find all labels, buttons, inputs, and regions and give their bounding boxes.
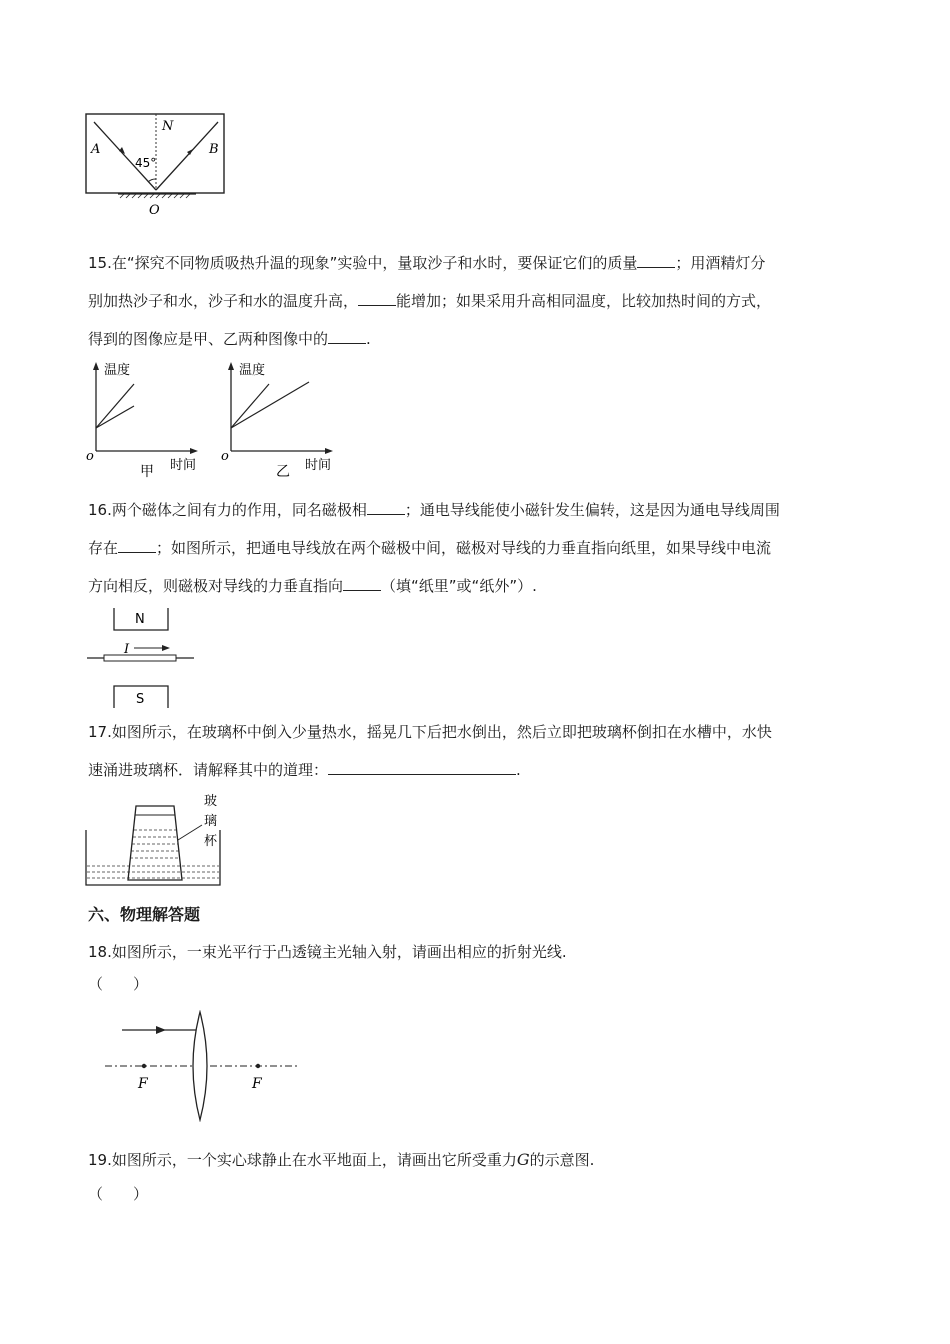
svg-text:玻: 玻 <box>204 794 218 809</box>
focus-left-label: F <box>138 1076 148 1092</box>
q19-answer-paren[interactable]: （ ） <box>88 1185 149 1203</box>
svg-text:璃: 璃 <box>204 814 218 829</box>
section-title: 六、物理解答题 <box>88 905 201 924</box>
graph-name-yi: 乙 <box>276 464 290 480</box>
blank-7[interactable] <box>328 760 516 775</box>
graph-yi <box>221 362 333 480</box>
convex-lens-figure <box>100 1010 305 1122</box>
temperature-graphs-figure <box>84 356 354 481</box>
svg-text:温度: 温度 <box>104 363 131 378</box>
q16-line3: 方向相反，则磁极对导线的力垂直指向 （填“纸里”或“纸外”）. <box>88 577 537 595</box>
blank-1[interactable] <box>637 253 675 268</box>
q15-line1: 15.在“探究不同物质吸热升温的现象”实验中，量取沙子和水时，要保证它们的质量 ；用酒精灯分 <box>88 254 766 272</box>
q19-text: 19.如图所示，一个实心球静止在水平地面上，请画出它所受重力G的示意图. <box>88 1150 595 1169</box>
q17-line1: 17.如图所示，在玻璃杯中倒入少量热水，摇晃几下后把水倒出，然后立即把玻璃杯倒扣在水槽中，水快 <box>88 723 772 741</box>
svg-text:时间: 时间 <box>305 458 332 473</box>
blank-5[interactable] <box>118 538 156 553</box>
angle-label: 45° <box>135 156 157 170</box>
svg-text:杯: 杯 <box>204 834 218 849</box>
focus-right-label: F <box>252 1076 262 1092</box>
q17-line2: 速涌进玻璃杯．请解释其中的道理： . <box>88 761 521 779</box>
svg-text:o: o <box>221 449 229 464</box>
normal-label: N <box>162 119 174 134</box>
reflection-figure <box>84 110 229 220</box>
blank-2[interactable] <box>358 291 396 306</box>
south-pole-label: S <box>136 692 145 707</box>
q16-line2: 存在 ；如图所示，把通电导线放在两个磁极中间，磁极对导线的力垂直指向纸里，如果导线中电流 <box>88 539 772 557</box>
svg-text:温度: 温度 <box>239 363 266 378</box>
q18-text: 18.如图所示，一束光平行于凸透镜主光轴入射，请画出相应的折射光线. <box>88 943 567 961</box>
graph-jia <box>86 362 198 480</box>
blank-3[interactable] <box>328 329 366 344</box>
blank-6[interactable] <box>343 576 381 591</box>
current-label: I <box>124 642 130 657</box>
q15-line2: 别加热沙子和水，沙子和水的温度升高， 能增加；如果采用升高相同温度，比较加热时间的方式， <box>88 292 772 310</box>
ray-a-label: A <box>91 142 101 157</box>
svg-text:o: o <box>86 449 94 464</box>
q18-answer-paren[interactable]: （ ） <box>88 975 149 993</box>
blank-4[interactable] <box>367 500 405 515</box>
north-pole-label: N <box>135 612 145 627</box>
ray-b-label: B <box>209 142 219 157</box>
svg-text:时间: 时间 <box>170 458 197 473</box>
q15-line3: 得到的图像应是甲、乙两种图像中的 . <box>88 330 371 348</box>
graph-name-jia: 甲 <box>140 464 154 480</box>
magnet-wire-figure <box>84 604 199 710</box>
point-o-label: O <box>149 203 160 218</box>
glass-trough-figure <box>84 790 229 890</box>
q16-line1: 16.两个磁体之间有力的作用，同名磁极相 ；通电导线能使小磁针发生偏转，这是因为通电导线周围 <box>88 501 780 519</box>
